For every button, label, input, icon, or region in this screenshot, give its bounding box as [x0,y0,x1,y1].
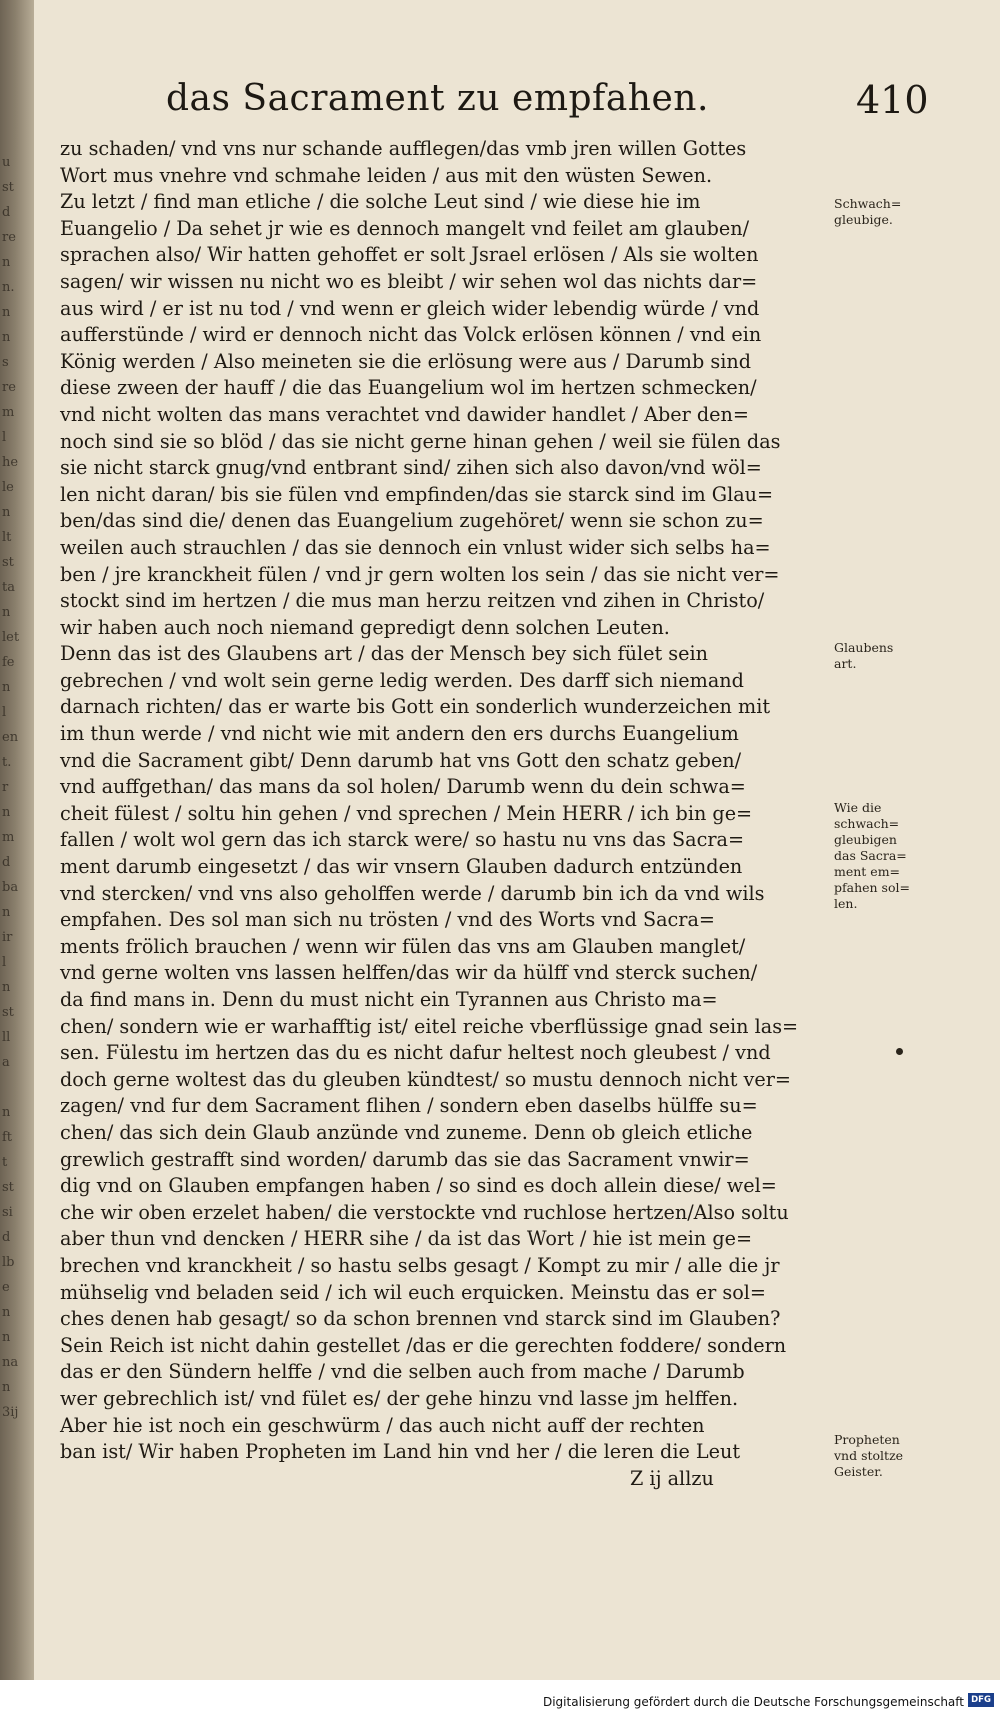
text-line: aus wird / er ist nu tod / vnd wenn er gleich wider lebendig würde / vnd [60,296,760,320]
text-line: vnd stercken/ vnd vns also geholffen werde / darumb bin ich da vnd wils [60,881,765,905]
text-line: weilen auch strauchlen / das sie dennoch ein vnlust wider sich selbs ha= [60,535,771,559]
footer-bar [0,1680,1000,1715]
dfg-logo-icon: DFG [968,1693,994,1707]
text-line: ben / jre kranckheit fülen / vnd jr gern wolten los sein / das sie nicht ver= [60,562,780,586]
text-line: ches denen hab gesagt/ so da schon brennen vnd starck sind im Glauben? [60,1307,781,1331]
margin-note-line: Schwach= [834,196,902,211]
text-line: sprachen also/ Wir hatten gehoffet er solt Jsrael erlösen / Als sie wolten [60,243,759,267]
text-line: fallen / wolt wol gern das ich starck were/ so hastu nu vns das Sacra= [60,828,745,852]
text-line: Zu letzt / find man etliche / die solche Leut sind / wie diese hie im [60,190,701,214]
text-line: chen/ das sich dein Glaub anzünde vnd zuneme. Denn ob gleich etliche [60,1120,753,1144]
text-line: grewlich gestrafft sind worden/ darumb das sie das Sacrament vnwir= [60,1147,750,1171]
text-line: mühselig vnd beladen seid / ich wil euch erquicken. Meinstu das er sol= [60,1280,766,1304]
text-line: aufferstünde / wird er dennoch nicht das Volck erlösen können / vnd ein [60,323,762,347]
text-line: gebrechen / vnd wolt sein gerne ledig werden. Des darff sich niemand [60,668,744,692]
text-line: ban ist/ Wir haben Propheten im Land hin vnd her / die leren die Leut [60,1440,741,1464]
text-line: aber thun vnd dencken / HERR sihe / da ist das Wort / hie ist mein ge= [60,1227,753,1251]
text-line: zagen/ vnd fur dem Sacrament flihen / sondern eben daselbs hülffe su= [60,1094,758,1118]
text-line: sagen/ wir wissen nu nicht wo es bleibt / wir sehen wol das nichts dar= [60,269,758,293]
text-line: darnach richten/ das er warte bis Gott ein sonderlich wunderzeichen mit [60,695,771,719]
gutter-facing-page-text: u st d re n n. n n s re m l he le n lt st ta n let fe n l en t. r n m d ba n ir l n st ll a n ft t st si d lb e n n na n 3ij [2,155,20,1420]
text-line: ments frölich brauchen / wenn wir fülen das vns am Glauben manglet/ [60,934,746,958]
margin-note-line: gleubige. [834,212,893,227]
body-text [60,136,850,1492]
text-line: doch gerne woltest das du gleuben kündtest/ so mustu dennoch nicht ver= [60,1067,791,1091]
margin-note-line: art. [834,656,857,671]
text-line: vnd auffgethan/ das mans da sol holen/ Darumb wenn du dein schwa= [60,775,746,799]
text-line: len nicht daran/ bis sie fülen vnd empfinden/das sie starck sind im Glau= [60,482,774,506]
text-line: vnd die Sacrament gibt/ Denn darumb hat vns Gott den schatz geben/ [60,748,742,772]
text-line: sen. Fülestu im hertzen das du es nicht dafur heltest noch gleubest / vnd [60,1041,771,1065]
margin-note-glaubens-art [834,640,946,672]
book-gutter [0,0,34,1680]
margin-note-line: gleubigen [834,832,897,847]
text-line: empfahen. Des sol man sich nu trösten / vnd des Worts vnd Sacra= [60,908,715,932]
text-line: chen/ sondern wie er warhafftig ist/ eitel reiche vberflüssige gnad sein las= [60,1014,799,1038]
margin-note-line: Geister. [834,1464,883,1479]
text-line: noch sind sie so blöd / das sie nicht gerne hinan gehen / weil sie fülen das [60,429,781,453]
margin-note-line: Glaubens [834,640,894,655]
folio-number: 410 [856,78,929,122]
text-line: wir haben auch noch niemand gepredigt denn solchen Leuten. [60,615,670,639]
running-head: das Sacrament zu empfahen. [166,78,709,119]
margin-note-line: ment em= [834,864,901,879]
text-line: vnd nicht wolten das mans verachtet vnd dawider handlet / Aber den= [60,402,749,426]
text-line: diese zween der hauff / die das Euangelium wol im hertzen schmecken/ [60,376,757,400]
margin-note-line: pfahen sol= [834,880,910,895]
text-line: da find mans in. Denn du must nicht ein Tyrannen aus Christo ma= [60,988,718,1011]
text-line: brechen vnd kranckheit / so hastu selbs gesagt / Kompt zu mir / alle die jr [60,1253,780,1277]
margin-note-line: Wie die [834,800,882,815]
text-line: Sein Reich ist nicht dahin gestellet /das er die gerechten foddere/ sondern [60,1333,787,1357]
margin-note-line: das Sacra= [834,848,907,863]
text-line: sie nicht starck gnug/vnd entbrant sind/ zihen sich also davon/vnd wöl= [60,456,762,480]
text-line: stockt sind im hertzen / die mus man herzu reitzen vnd zihen in Christo/ [60,589,765,613]
ink-spot [896,1048,903,1055]
margin-note-schwachgleubigen [834,800,946,912]
book-page [34,0,1000,1680]
margin-note-propheten [834,1432,946,1480]
text-line: cheit fülest / soltu hin gehen / vnd sprechen / Mein HERR / ich bin ge= [60,801,753,825]
margin-note-line: len. [834,896,858,911]
text-line: ben/das sind die/ denen das Euangelium zugehöret/ wenn sie schon zu= [60,509,764,533]
text-line: Wort mus vnehre vnd schmahe leiden / aus mit den wüsten Sewen. [60,163,713,187]
text-line: im thun werde / vnd nicht wie mit andern den ers durchs Euangelium [60,722,739,746]
text-line: König werden / Also meineten sie die erlösung were aus / Darumb sind [60,349,752,373]
margin-note-schwachgleubige [834,196,946,228]
text-line: vnd gerne wolten vns lassen helffen/das wir da hülff vnd sterck suchen/ [60,961,758,985]
text-line: dig vnd on Glauben empfangen haben / so sind es doch allein diese/ wel= [60,1174,777,1198]
text-line: ment darumb eingesetzt / das wir vnsern Glauben dadurch entzünden [60,855,743,879]
catchword: Z ij allzu [630,1466,714,1490]
text-line: wer gebrechlich ist/ vnd fület es/ der gehe hinzu vnd lasse jm helffen. [60,1386,739,1410]
text-line: che wir oben erzelet haben/ die verstockte vnd ruchlose hertzen/Also soltu [60,1200,789,1224]
margin-note-line: vnd stoltze [834,1448,904,1463]
text-line: Euangelio / Da sehet jr wie es dennoch mangelt vnd feilet am glauben/ [60,216,750,240]
text-line: Aber hie ist noch ein geschwürm / das auch nicht auff der rechten [60,1413,705,1437]
text-line: Denn das ist des Glaubens art / das der Mensch bey sich fület sein [60,642,708,666]
text-line: zu schaden/ vnd vns nur schande aufflegen/das vmb jren willen Gottes [60,137,747,160]
text-line: das er den Sündern helffe / vnd die selben auch from mache / Darumb [60,1360,745,1384]
footer-credit: Digitalisierung gefördert durch die Deutsche Forschungsgemeinschaft [542,1695,964,1709]
margin-note-line: Propheten [834,1432,900,1447]
margin-note-line: schwach= [834,816,900,831]
